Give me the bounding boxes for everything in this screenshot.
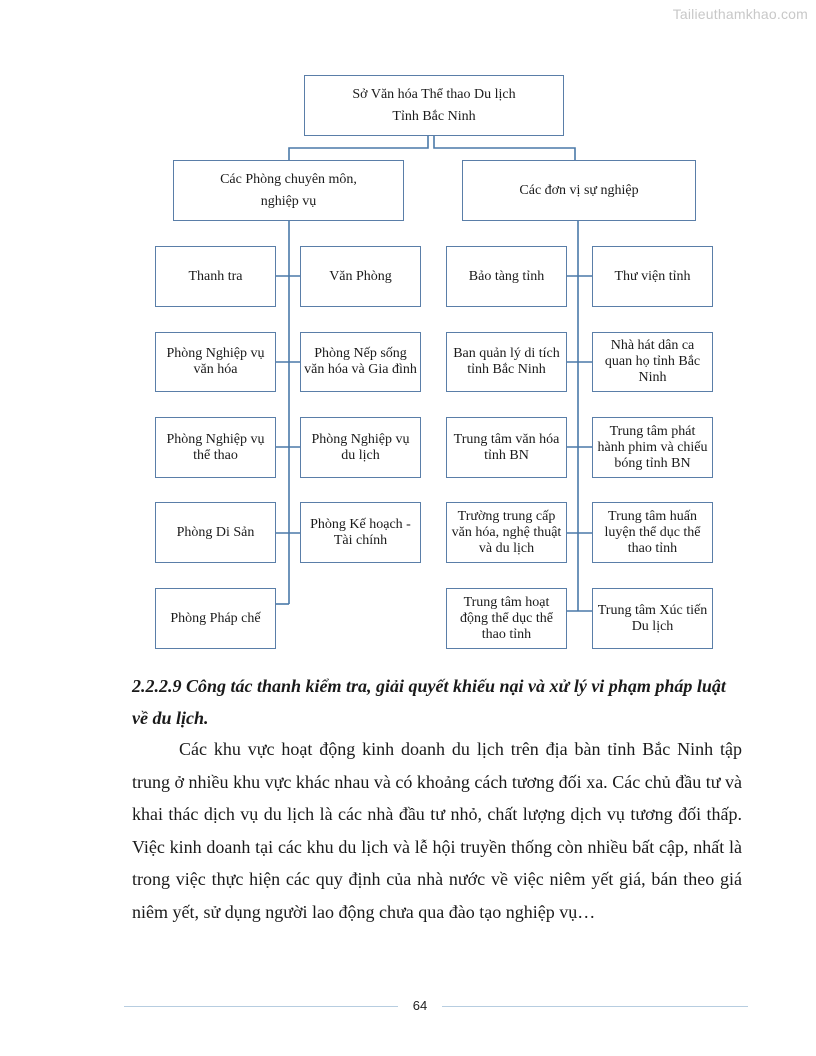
org-unit-box: Phòng Nếp sống văn hóa và Gia đình [300,332,421,392]
org-unit-box: Thanh tra [155,246,276,307]
org-root-box [304,75,564,136]
org-right-group-label: Các đơn vị sự nghiệp [519,182,639,198]
org-unit-box: Thư viện tỉnh [592,246,713,307]
org-root-line2: Tỉnh Bắc Ninh [392,108,476,124]
org-left-group-line1: Các Phòng chuyên môn, [220,171,357,187]
org-unit-box: Trung tâm Xúc tiến Du lịch [592,588,713,649]
org-unit-box: Trung tâm hoạt động thể dục thể thao tỉnh [446,588,567,649]
org-unit-box: Trung tâm phát hành phim và chiếu bóng tỉnh BN [592,417,713,478]
org-root-line1: Sở Văn hóa Thể thao Du lịch [352,86,516,102]
org-unit-box: Phòng Pháp chế [155,588,276,649]
footer-rule-right [442,1006,748,1007]
section-paragraph: Các khu vực hoạt động kinh doanh du lịch trên địa bàn tỉnh Bắc Ninh tập trung ở nhiều khu vực khác nhau và có khoảng cách tương đối xa. Các chủ đầu tư và khai thác dịch vụ du lịch là các nhà đầu tư nhỏ, chất lượng dịch vụ tương đối thấp. Việc kinh doanh tại các khu du lịch và lễ hội truyền thống còn nhiều bất cập, nhất là trong việc thực hiện các quy định của nhà nước về việc niêm yết giá, bán theo giá niêm yết, sử dụng người lao động chưa qua đào tạo nghiệp vụ… [132,739,742,922]
org-unit-box: Trung tâm văn hóa tỉnh BN [446,417,567,478]
org-left-group-line2: nghiệp vụ [260,193,317,209]
connector-root-left [289,136,428,160]
org-unit-box: Trung tâm huấn luyện thể dục thể thao tỉnh [592,502,713,563]
page-number: 64 [412,998,428,1013]
section-heading: 2.2.2.9 Công tác thanh kiểm tra, giải quyết khiếu nại và xử lý vi phạm pháp luật về du lịch. [132,676,726,728]
org-right-group-box [462,160,696,221]
connector-root-right [434,136,575,160]
org-unit-box: Bảo tàng tỉnh [446,246,567,307]
org-unit-box: Ban quản lý di tích tỉnh Bắc Ninh [446,332,567,392]
org-unit-box: Phòng Di Sản [155,502,276,563]
org-unit-box: Văn Phòng [300,246,421,307]
org-unit-box: Nhà hát dân ca quan họ tỉnh Bắc Ninh [592,332,713,392]
org-unit-box: Phòng Kế hoạch - Tài chính [300,502,421,563]
org-unit-box: Phòng Nghiệp vụ du lịch [300,417,421,478]
footer-rule-left [124,1006,398,1007]
org-left-group-box [173,160,404,221]
org-unit-box: Trường trung cấp văn hóa, nghệ thuật và du lịch [446,502,567,563]
org-unit-box: Phòng Nghiệp vụ thể thao [155,417,276,478]
org-unit-box: Phòng Nghiệp vụ văn hóa [155,332,276,392]
watermark: Tailieuthamkhao.com [672,6,808,22]
